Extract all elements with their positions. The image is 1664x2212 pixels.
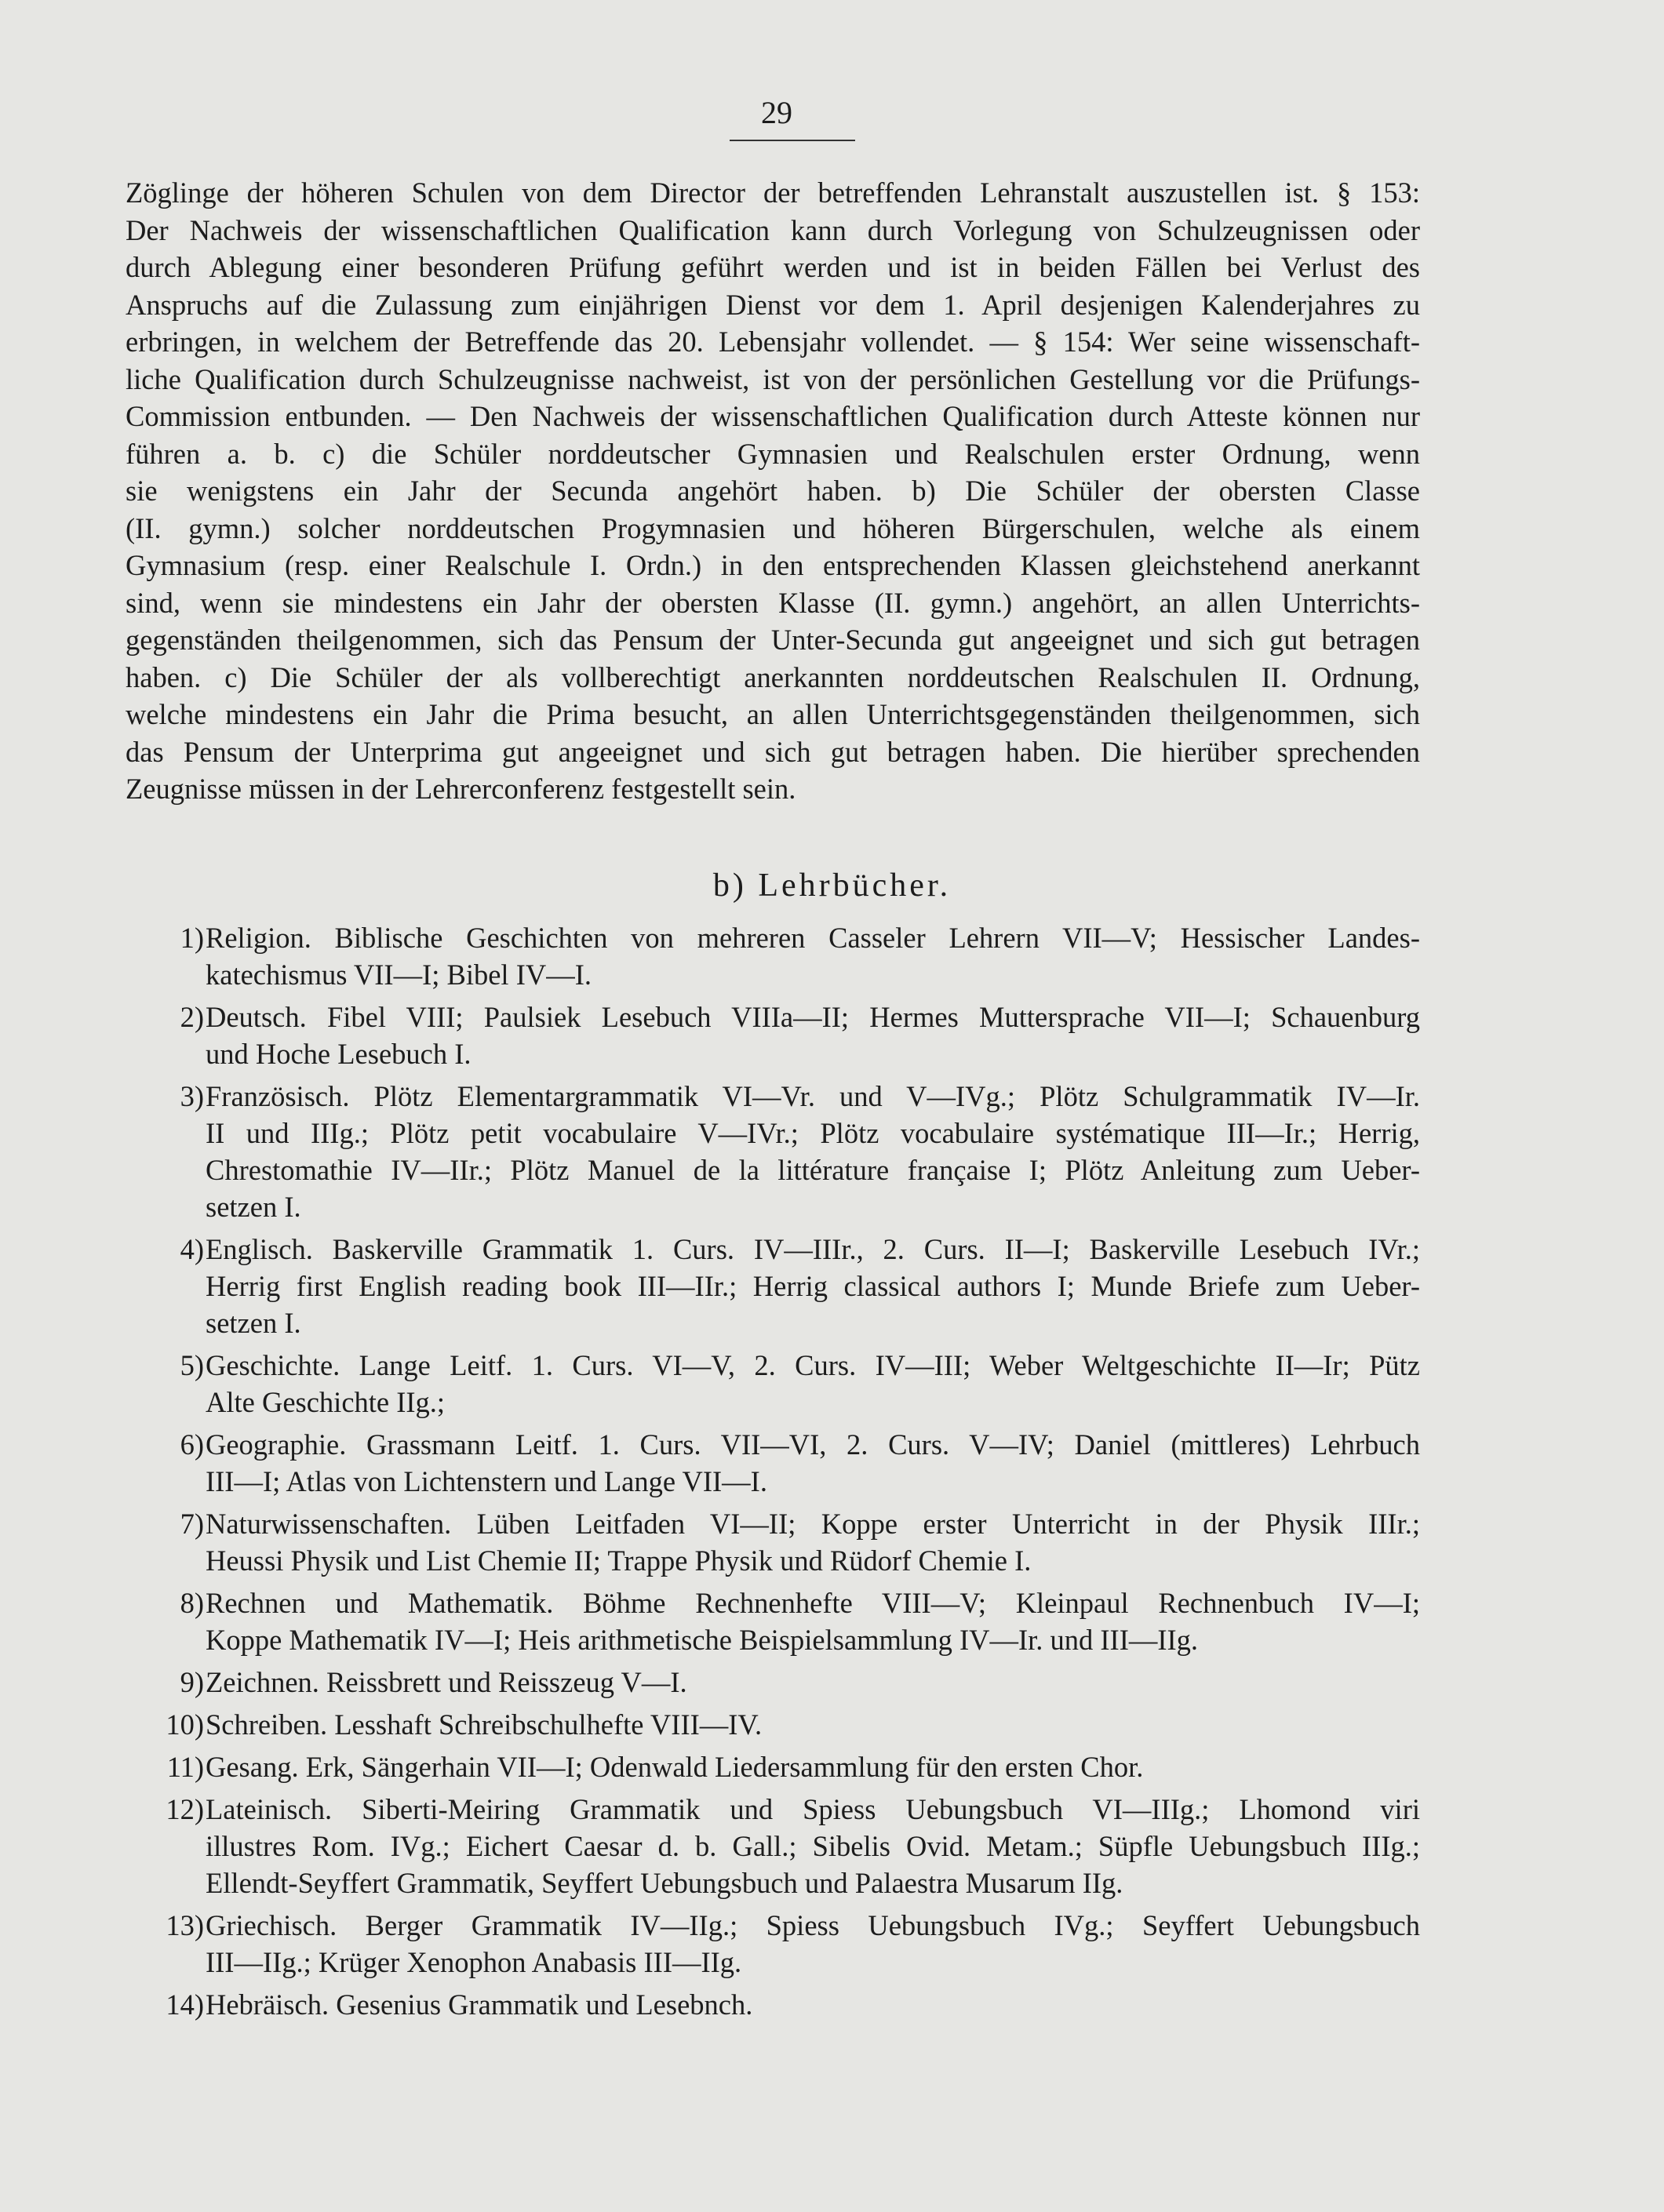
entry-line: setzen I.	[206, 1307, 301, 1339]
entry-text	[206, 1584, 1420, 1658]
paragraph-line: führen a. b. c) die Schüler norddeutscher Gymnasien und Realschulen erster Ordnung, wenn	[126, 437, 1420, 470]
entry-line: II und IIIg.; Plötz petit vocabulaire V—IVr.; Plötz vocabulaire systématique III—Ir.; Herrig,	[206, 1117, 1420, 1149]
body-paragraph	[126, 174, 1420, 808]
entry-line: und Hoche Lesebuch I.	[206, 1038, 472, 1070]
paragraph-line: haben. c) Die Schüler der als vollberechtigt anerkannten norddeutschen Realschulen II. Ordnung,	[126, 660, 1420, 693]
textbook-entry	[126, 999, 1420, 1072]
textbook-list	[126, 919, 1420, 2028]
entry-number: 1)	[180, 922, 204, 954]
textbook-entry	[126, 1986, 1420, 2023]
paragraph-line: liche Qualification durch Schulzeugnisse nachweist, ist von der persönlichen Gestellung vor die Prüfungs-	[126, 362, 1420, 395]
entry-text	[206, 1706, 1420, 1743]
paragraph-line: gegenständen theilgenommen, sich das Pensum der Unter-Secunda gut angeeignet und sich gut betragen	[126, 624, 1420, 656]
entry-number: 3)	[180, 1080, 204, 1112]
entry-line: Geographie. Grassmann Leitf. 1. Curs. VII—VI, 2. Curs. V—IV; Daniel (mittleres) Lehrbuch	[206, 1428, 1420, 1461]
entry-line: Chrestomathie IV—IIr.; Plötz Manuel de la littérature française I; Plötz Anleitung zum Ueber-	[206, 1154, 1420, 1186]
entry-line: Koppe Mathematik IV—I; Heis arithmetische Beispielsammlung IV—Ir. und III—IIg.	[206, 1624, 1199, 1656]
textbook-entry	[126, 1231, 1420, 1341]
entry-text	[206, 919, 1420, 993]
paragraph-line: durch Ablegung einer besonderen Prüfung geführt werden und ist in beiden Fällen bei Verlust des	[126, 251, 1420, 283]
entry-line: Zeichnen. Reissbrett und Reisszeug V—I.	[206, 1666, 687, 1698]
entry-line: Englisch. Baskerville Grammatik 1. Curs. IV—IIIr., 2. Curs. II—I; Baskerville Lesebuch IVr.;	[206, 1233, 1420, 1265]
entry-line: Herrig first English reading book III—IIr.; Herrig classical authors I; Munde Briefe zum Ueber-	[206, 1270, 1420, 1302]
entry-line: III—I; Atlas von Lichtenstern und Lange VII—I.	[206, 1465, 767, 1497]
paragraph-line: Zeugnisse müssen in der Lehrerconferenz festgestellt sein.	[126, 773, 796, 805]
textbook-entry	[126, 1584, 1420, 1658]
paragraph-line: Zöglinge der höheren Schulen von dem Director der betreffenden Lehranstalt auszustellen ist. § 153:	[126, 176, 1420, 209]
entry-line: Alte Geschichte IIg.;	[206, 1386, 446, 1418]
entry-line: Naturwissenschaften. Lüben Leitfaden VI—II; Koppe erster Unterricht in der Physik IIIr.;	[206, 1508, 1420, 1540]
entry-number: 6)	[180, 1428, 204, 1461]
entry-line: Ellendt-Seyffert Grammatik, Seyffert Uebungsbuch und Palaestra Musarum IIg.	[206, 1867, 1123, 1899]
entry-text	[206, 1791, 1420, 1901]
paragraph-line: Anspruchs auf die Zulassung zum einjährigen Dienst vor dem 1. April desjenigen Kalenderjahres zu	[126, 288, 1420, 321]
page-number: 29	[761, 95, 792, 130]
textbook-entry	[126, 1347, 1420, 1421]
entry-text	[206, 999, 1420, 1072]
textbook-entry	[126, 1791, 1420, 1901]
entry-number: 4)	[180, 1233, 204, 1265]
paragraph-line: sind, wenn sie mindestens ein Jahr der obersten Klasse (II. gymn.) angehört, an allen Unterrichts-	[126, 586, 1420, 619]
entry-text	[206, 1505, 1420, 1579]
textbook-entry	[126, 1426, 1420, 1500]
entry-line: Französisch. Plötz Elementargrammatik VI—Vr. und V—IVg.; Plötz Schulgrammatik IV—Ir.	[206, 1080, 1420, 1112]
section-heading: b) Lehrbücher.	[712, 868, 952, 904]
entry-number: 12)	[166, 1793, 204, 1825]
textbook-entry	[126, 919, 1420, 993]
entry-line: Griechisch. Berger Grammatik IV—IIg.; Spiess Uebungsbuch IVg.; Seyffert Uebungsbuch	[206, 1909, 1420, 1941]
entry-number: 2)	[180, 1001, 204, 1033]
entry-text	[206, 1347, 1420, 1421]
entry-number: 5)	[180, 1349, 204, 1381]
entry-text	[206, 1426, 1420, 1500]
entry-line: Geschichte. Lange Leitf. 1. Curs. VI—V, 2. Curs. IV—III; Weber Weltgeschichte II—Ir; Pütz	[206, 1349, 1420, 1381]
entry-number: 7)	[180, 1508, 204, 1540]
entry-line: Schreiben. Lesshaft Schreibschulhefte VIII—IV.	[206, 1708, 763, 1741]
page-number-rule	[730, 140, 855, 141]
entry-number: 8)	[180, 1587, 204, 1619]
paragraph-line: das Pensum der Unterprima gut angeeignet und sich gut betragen haben. Die hierüber sprechenden	[126, 735, 1420, 768]
entry-text	[206, 1748, 1420, 1785]
entry-text	[206, 1664, 1420, 1701]
textbook-entry	[126, 1505, 1420, 1579]
entry-number: 10)	[166, 1708, 204, 1741]
entry-line: Deutsch. Fibel VIII; Paulsiek Lesebuch VIIIa—II; Hermes Muttersprache VII—I; Schauenburg	[206, 1001, 1420, 1033]
paragraph-line: (II. gymn.) solcher norddeutschen Progymnasien und höheren Bürgerschulen, welche als einem	[126, 511, 1420, 544]
entry-line: katechismus VII—I; Bibel IV—I.	[206, 959, 592, 991]
entry-text	[206, 1907, 1420, 1981]
entry-text	[206, 1986, 1420, 2023]
entry-line: Heussi Physik und List Chemie II; Trappe Physik und Rüdorf Chemie I.	[206, 1544, 1032, 1577]
entry-line: setzen I.	[206, 1191, 301, 1223]
entry-number: 14)	[166, 1988, 204, 2021]
entry-text	[206, 1231, 1420, 1341]
paragraph-line: welche mindestens ein Jahr die Prima besucht, an allen Unterrichtsgegenständen theilgenommen, sich	[126, 698, 1420, 730]
textbook-entry	[126, 1664, 1420, 1701]
textbook-entry	[126, 1748, 1420, 1785]
entry-line: Gesang. Erk, Sängerhain VII—I; Odenwald Liedersammlung für den ersten Chor.	[206, 1751, 1144, 1783]
paragraph-line: Gymnasium (resp. einer Realschule I. Ordn.) in den entsprechenden Klassen gleichstehend anerkannt	[126, 549, 1420, 581]
entry-line: illustres Rom. IVg.; Eichert Caesar d. b. Gall.; Sibelis Ovid. Metam.; Süpfle Uebungsbuch IIIg.;	[206, 1830, 1420, 1862]
entry-line: Rechnen und Mathematik. Böhme Rechnenhefte VIII—V; Kleinpaul Rechnenbuch IV—I;	[206, 1587, 1420, 1619]
entry-line: Religion. Biblische Geschichten von mehreren Casseler Lehrern VII—V; Hessischer Landes-	[206, 922, 1420, 954]
paragraph-line: Der Nachweis der wissenschaftlichen Qualification kann durch Vorlegung von Schulzeugnissen oder	[126, 213, 1420, 246]
entry-number: 13)	[166, 1909, 204, 1941]
paragraph-line: Commission entbunden. — Den Nachweis der wissenschaftlichen Qualification durch Atteste können nur	[126, 400, 1420, 432]
entry-line: Lateinisch. Siberti-Meiring Grammatik und Spiess Uebungsbuch VI—IIIg.; Lhomond viri	[206, 1793, 1420, 1825]
textbook-entry	[126, 1706, 1420, 1743]
entry-line: Hebräisch. Gesenius Grammatik und Lesebnch.	[206, 1988, 753, 2021]
entry-number: 11)	[166, 1751, 204, 1783]
entry-number: 9)	[180, 1666, 204, 1698]
paragraph-line: sie wenigstens ein Jahr der Secunda angehört haben. b) Die Schüler der obersten Classe	[126, 475, 1420, 507]
paragraph-line: erbringen, in welchem der Betreffende das 20. Lebensjahr vollendet. — § 154: Wer seine wissenschaft-	[126, 326, 1420, 358]
textbook-entry	[126, 1078, 1420, 1225]
textbook-entry	[126, 1907, 1420, 1981]
entry-text	[206, 1078, 1420, 1225]
entry-line: III—IIg.; Krüger Xenophon Anabasis III—IIg.	[206, 1946, 742, 1978]
